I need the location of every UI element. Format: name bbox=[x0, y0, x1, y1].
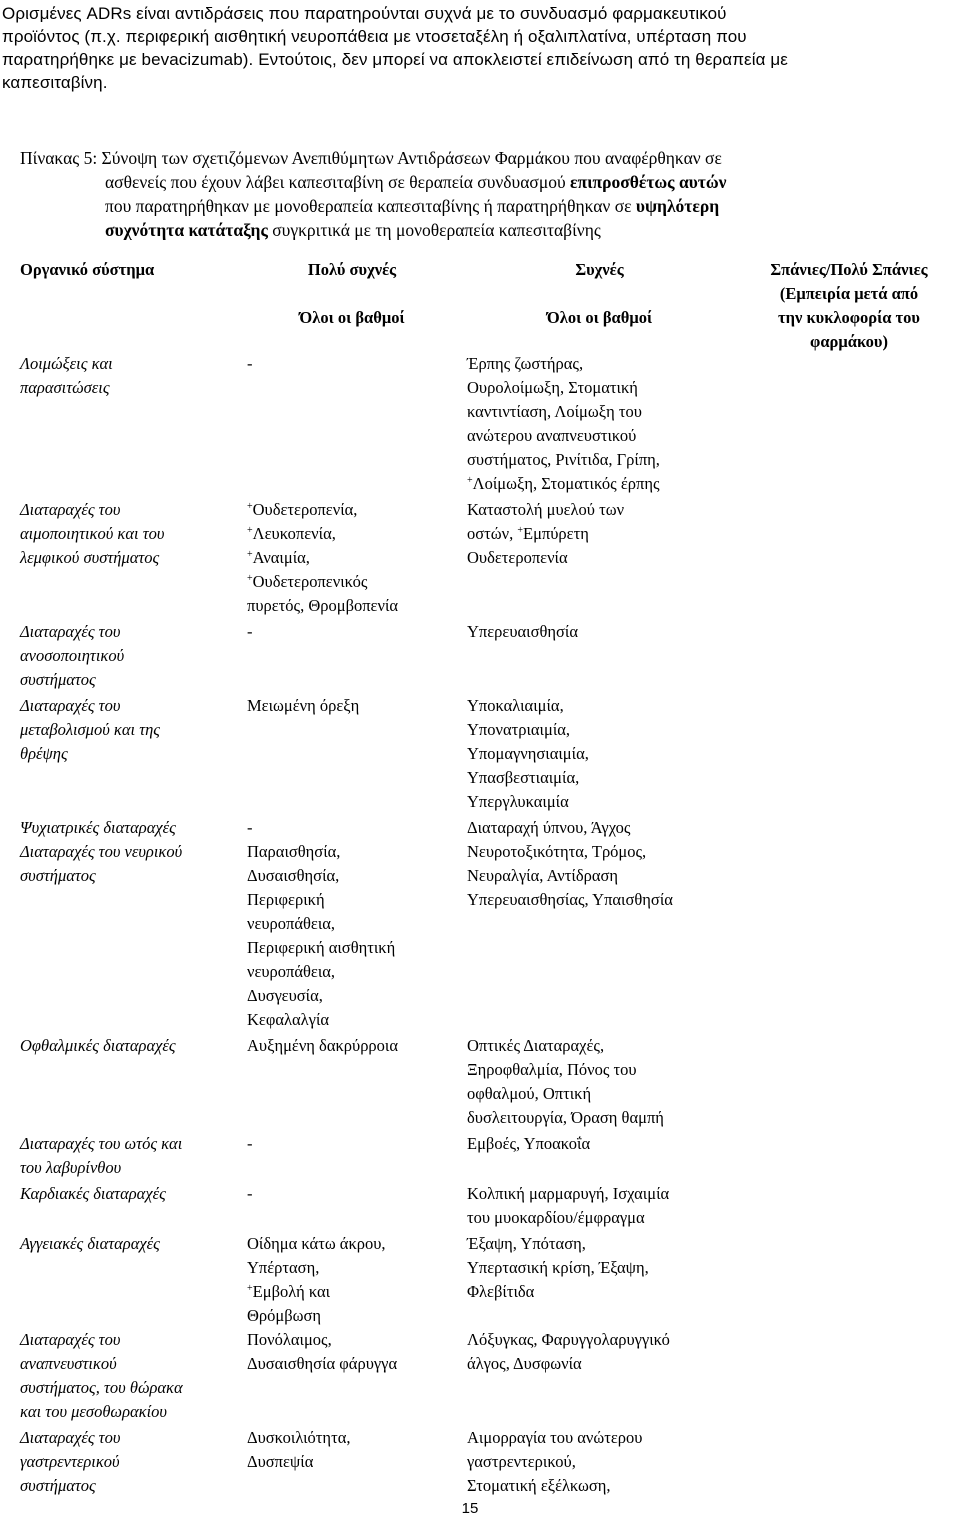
row-common: Διαταραχή ύπνου, Άγχος bbox=[467, 818, 631, 837]
row-organ-system: Διαταραχές του αναπνευστικού συστήματος, του θώρακα και του μεσοθωρακίου bbox=[20, 1330, 183, 1421]
row-organ-system: Αγγειακές διαταραχές bbox=[20, 1234, 160, 1253]
row-common: Αιμορραγία του ανώτερου γαστρεντερικού, Στοματική εξέλκωση, bbox=[467, 1428, 643, 1495]
intro-line: παρατηρήθηκε με bevacizumab). Εντούτοις, δεν μπορεί να αποκλειστεί επιδείνωση από τη θεραπεία με bbox=[2, 50, 788, 69]
intro-paragraph bbox=[2, 2, 942, 94]
row-organ-system: Διαταραχές του ανοσοποιητικού συστήματος bbox=[20, 622, 125, 689]
header-very-common: Πολύ συχνές bbox=[307, 260, 397, 279]
header-very-common-grades: Όλοι οι βαθμοί bbox=[299, 308, 405, 327]
row-organ-system: Καρδιακές διαταραχές bbox=[20, 1184, 166, 1203]
row-organ-system: Διαταραχές του αιμοποιητικού και του λεμφικού συστήματος bbox=[20, 500, 165, 567]
caption-line-1: Πίνακας 5: Σύνοψη των σχετιζόμενων Ανεπιθύμητων Αντιδράσεων Φαρμάκου που αναφέρθηκαν σε bbox=[20, 148, 722, 168]
row-very-common: - bbox=[247, 354, 253, 373]
row-common: Εμβοές, Υποακοΐα bbox=[467, 1134, 591, 1153]
row-organ-system: Διαταραχές του μεταβολισμού και της θρέψης bbox=[20, 696, 160, 763]
intro-line: Ορισμένες ADRs είναι αντιδράσεις που παρατηρούνται συχνά με το συνδυασμό φαρμακευτικού bbox=[2, 4, 727, 23]
row-organ-system: Διαταραχές του γαστρεντερικού συστήματος bbox=[20, 1428, 121, 1495]
row-common: Κολπική μαρμαρυγή, Ισχαιμία του μυοκαρδίου/έμφραγμα bbox=[467, 1184, 670, 1227]
row-very-common: - bbox=[247, 1134, 253, 1153]
row-organ-system: Λοιμώξεις και παρασιτώσεις bbox=[20, 354, 113, 397]
intro-line: προϊόντος (π.χ. περιφερική αισθητική νευροπάθεια με ντοσεταξέλη ή οξαλιπλατίνα, υπέρταση που bbox=[2, 27, 747, 46]
row-organ-system: Διαταραχές του νευρικού συστήματος bbox=[20, 842, 183, 885]
row-common: Οπτικές Διαταραχές, Ξηροφθαλμία, Πόνος του οφθαλμού, Οπτική δυσλειτουργία, Όραση θαμπή bbox=[467, 1036, 664, 1127]
row-very-common: - bbox=[247, 818, 253, 837]
row-very-common: Πονόλαιμος, Δυσαισθησία φάρυγγα bbox=[247, 1330, 398, 1373]
row-organ-system: Διαταραχές του ωτός και του λαβυρίνθου bbox=[20, 1134, 183, 1177]
row-very-common: - bbox=[247, 622, 253, 641]
caption-line-3: που παρατηρήθηκαν με μονοθεραπεία καπεσιταβίνης ή παρατηρήθηκαν σε υψηλότερη bbox=[105, 196, 720, 216]
row-common: Υπερευαισθησία bbox=[467, 622, 578, 641]
caption-line-4: συχνότητα κατάταξης συγκριτικά με τη μονοθεραπεία καπεσιταβίνης bbox=[105, 220, 601, 240]
header-common: Συχνές bbox=[575, 260, 624, 279]
row-very-common: Αυξημένη δακρύρροια bbox=[247, 1036, 398, 1055]
row-common: Έρπης ζωστήρας, Ουρολοίμωξη, Στοματική καντιντίαση, Λοίμωξη του ανώτερου αναπνευστικού συστήματος, Ρινίτιδα, Γρίπη, +Λοίμωξη, Στοματικός έρπης bbox=[467, 354, 660, 493]
page-number: 15 bbox=[461, 1500, 479, 1517]
row-organ-system: Οφθαλμικές διαταραχές bbox=[20, 1036, 176, 1055]
row-very-common: Μειωμένη όρεξη bbox=[247, 696, 360, 715]
row-common: Νευροτοξικότητα, Τρόμος, Νευραλγία, Αντίδραση Υπερευαισθησίας, Υπαισθησία bbox=[467, 842, 673, 909]
row-common: Καταστολή μυελού των οστών, +Εμπύρετη Ουδετεροπενία bbox=[467, 500, 625, 567]
header-organ-system: Οργανικό σύστημα bbox=[20, 260, 155, 279]
row-common: Υποκαλιαιμία, Υπονατριαιμία, Υπομαγνησιαιμία, Υπασβεστιαιμία, Υπεργλυκαιμία bbox=[467, 696, 589, 811]
row-very-common: Οίδημα κάτω άκρου, Υπέρταση, +Εμβολή και Θρόμβωση bbox=[247, 1234, 386, 1325]
caption-line-2: ασθενείς που έχουν λάβει καπεσιταβίνη σε θεραπεία συνδυασμού επιπροσθέτως αυτών bbox=[105, 172, 727, 192]
header-rare: Σπάνιες/Πολύ Σπάνιες (Εμπειρία μετά από την κυκλοφορία του φαρμάκου) bbox=[770, 260, 928, 351]
table-caption bbox=[20, 146, 950, 242]
row-organ-system: Ψυχιατρικές διαταραχές bbox=[20, 818, 176, 837]
row-very-common: +Ουδετεροπενία, +Λευκοπενία, +Αναιμία, +Ουδετεροπενικός πυρετός, Θρομβοπενία bbox=[247, 500, 399, 615]
row-common: Λόξυγκας, Φαρυγγολαρυγγικό άλγος, Δυσφωνία bbox=[467, 1330, 670, 1373]
row-very-common: Δυσκοιλιότητα, Δυσπεψία bbox=[247, 1428, 351, 1471]
row-very-common: - bbox=[247, 1184, 253, 1203]
row-very-common: Παραισθησία, Δυσαισθησία, Περιφερική νευροπάθεια, Περιφερική αισθητική νευροπάθεια, Δυσγευσία, Κεφαλαλγία bbox=[247, 842, 396, 1029]
intro-line: καπεσιταβίνη. bbox=[2, 73, 108, 92]
row-common: Έξαψη, Υπόταση, Υπερτασική κρίση, Έξαψη, Φλεβίτιδα bbox=[467, 1234, 649, 1301]
header-common-grades: Όλοι οι βαθμοί bbox=[546, 308, 653, 327]
